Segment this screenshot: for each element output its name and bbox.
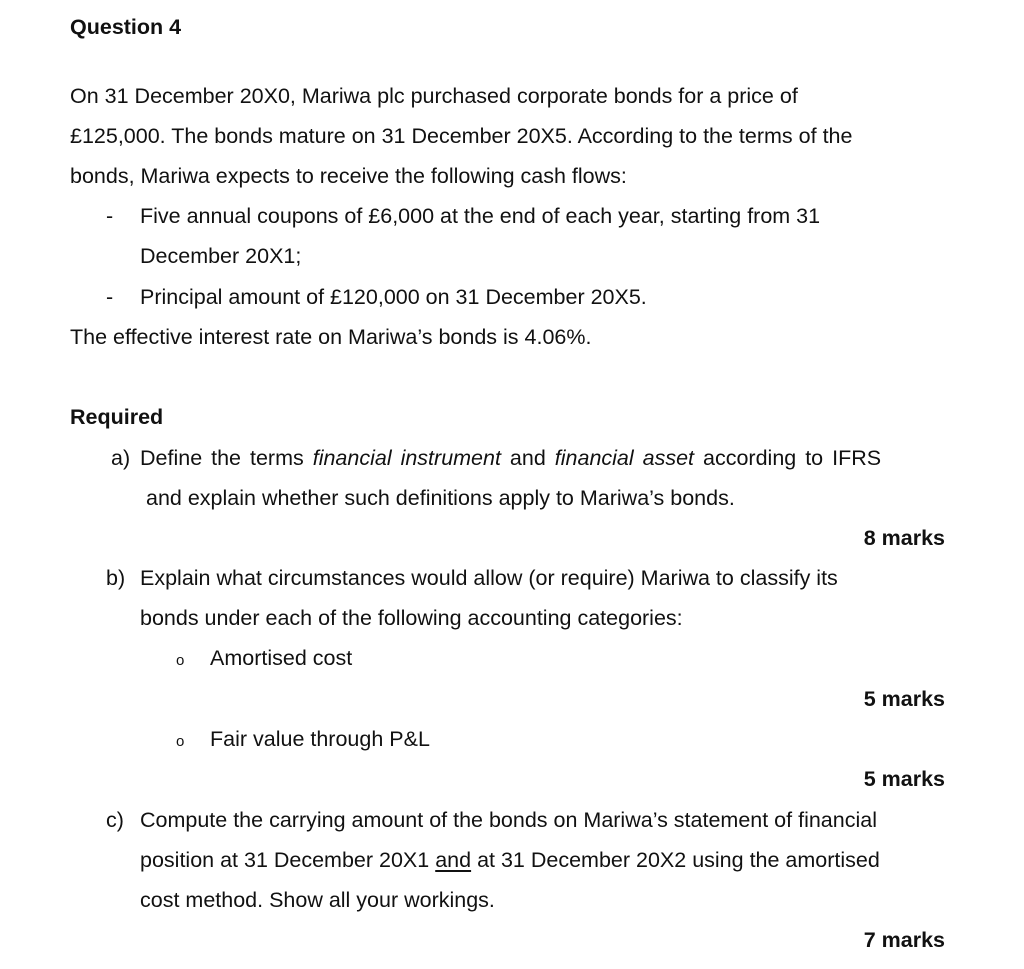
part-c-text-2: at 31 December 20X2 using the amortised — [471, 848, 880, 872]
part-c-line-1: Compute the carrying amount of the bonds on Mariwa’s statement of financial — [140, 808, 877, 832]
intro-line-1: On 31 December 20X0, Mariwa plc purchased corporate bonds for a price of — [70, 84, 798, 108]
part-a-text-2: and — [500, 446, 555, 470]
term-financial-asset: financial asset — [554, 446, 695, 470]
question-heading: Question 4 — [70, 15, 182, 39]
part-a-text-1: Define the terms — [140, 446, 313, 470]
sub-item-amortised-cost: Amortised cost — [210, 646, 353, 670]
intro-line-2: £125,000. The bonds mature on 31 December 20X5. According to the terms of the — [70, 124, 853, 148]
part-a-marks: 8 marks — [863, 526, 945, 550]
part-a-label: a) — [111, 446, 131, 470]
part-a-text-3: according to IFRS — [694, 446, 882, 470]
part-b-line-2: bonds under each of the following accounting categories: — [140, 606, 683, 630]
bullet-1-line-1: Five annual coupons of £6,000 at the end of each year, starting from 31 — [140, 204, 821, 228]
intro-line-3: bonds, Mariwa expects to receive the following cash flows: — [70, 164, 627, 188]
sub-item-fair-value: Fair value through P&L — [210, 727, 430, 751]
part-b-line-1: Explain what circumstances would allow (or require) Mariwa to classify its — [140, 566, 838, 590]
part-c-text-1: position at 31 December 20X1 — [140, 848, 436, 872]
bullet-dash-2: - — [106, 285, 114, 309]
required-heading: Required — [70, 405, 164, 429]
sub-item-1-marks: 5 marks — [863, 687, 945, 711]
part-a-line-2: and explain whether such definitions apply to Mariwa’s bonds. — [146, 486, 735, 510]
part-c-label: c) — [106, 808, 124, 832]
bullet-1-line-2: December 20X1; — [140, 244, 302, 268]
part-a-line-1 — [140, 448, 881, 470]
term-financial-instrument: financial instrument — [312, 446, 501, 470]
part-c-marks: 7 marks — [863, 928, 945, 952]
underlined-and: and — [435, 848, 472, 872]
part-c-line-2 — [140, 850, 880, 872]
rate-line: The effective interest rate on Mariwa’s bonds is 4.06%. — [70, 325, 592, 349]
part-c-line-3: cost method. Show all your workings. — [140, 888, 495, 912]
part-b-label: b) — [106, 566, 126, 590]
sub-bullet-marker-1: o — [176, 652, 185, 669]
bullet-dash-1: - — [106, 204, 114, 228]
sub-item-2-marks: 5 marks — [863, 767, 945, 791]
sub-bullet-marker-2: o — [176, 733, 185, 750]
bullet-2-line-1: Principal amount of £120,000 on 31 December 20X5. — [140, 285, 647, 309]
